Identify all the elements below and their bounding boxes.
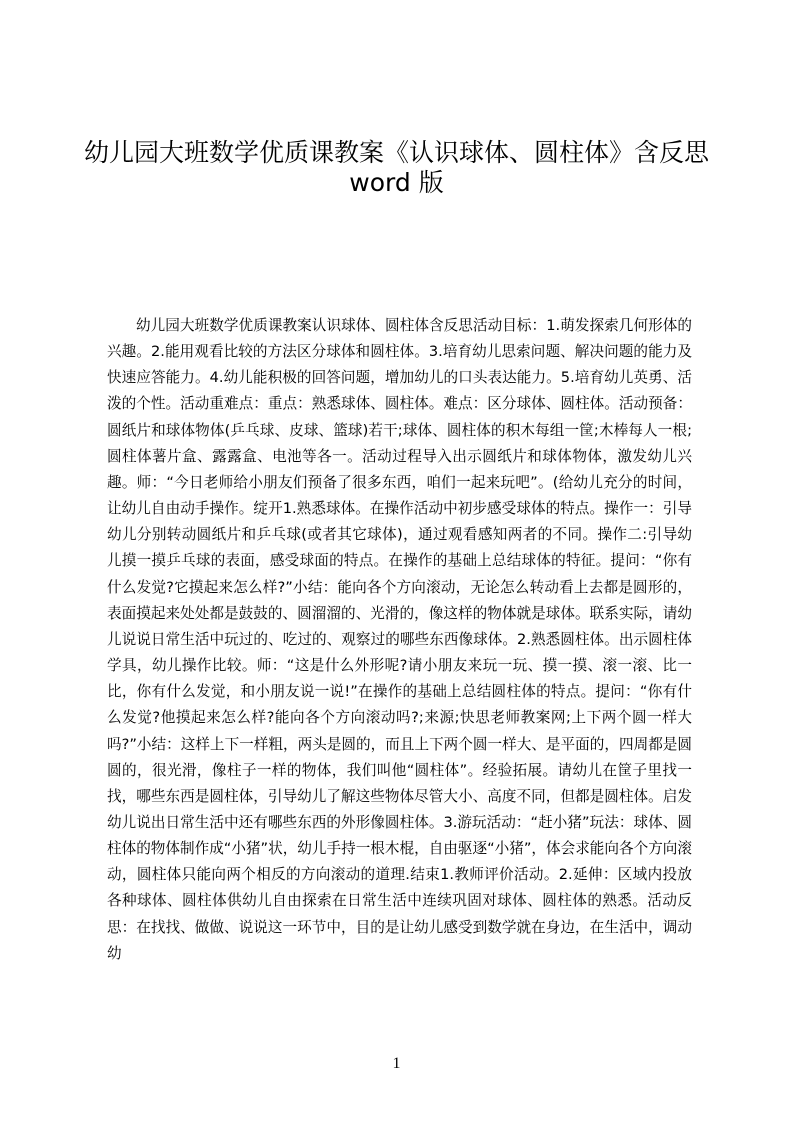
- title-line-2: word 版: [349, 168, 444, 197]
- document-title: [60, 138, 733, 198]
- title-line-1: 幼儿园大班数学优质课教案《认识球体、圆柱体》含反思: [83, 138, 709, 167]
- body-paragraph: 幼儿园大班数学优质课教案认识球体、圆柱体含反思活动目标：1.萌发探索几何形体的兴趣。2.能用观看比较的方法区分球体和圆柱体。3.培育幼儿思索问题、解决问题的能力及快速应答能力。4.幼儿能积极的回答问题，增加幼儿的口头表达能力。5.培育幼儿英勇、活泼的个性。活动重难点：重点：熟悉球体、圆柱体。难点：区分球体、圆柱体。活动预备：圆纸片和球体物体(乒乓球、皮球、篮球)若干;球体、圆柱体的积木每组一筐;木棒每人一根;圆柱体薯片盒、露露盒、电池等各一。活动过程导入出示圆纸片和球体物体，激发幼儿兴趣。师：“今日老师给小朋友们预备了很多东西，咱们一起来玩吧”。(给幼儿充分的时间，让幼儿自由动手操作。绽开1.熟悉球体。在操作活动中初步感受球体的特点。操作一：引导幼儿分别转动圆纸片和乒乓球(或者其它球体)，通过观看感知两者的不同。操作二:引导幼儿摸一摸乒乓球的表面，感受球面的特点。在操作的基础上总结球体的特征。提问：“你有什么发觉?它摸起来怎么样?”小结：能向各个方向滚动，无论怎么转动看上去都是圆形的，表面摸起来处处都是鼓鼓的、圆溜溜的、光滑的，像这样的物体就是球体。联系实际，请幼儿说说日常生活中玩过的、吃过的、观察过的哪些东西像球体。2.熟悉圆柱体。出示圆柱体学具，幼儿操作比较。师：“这是什么外形呢?请小朋友来玩一玩、摸一摸、滚一滚、比一比，你有什么发觉，和小朋友说一说!”在操作的基础上总结圆柱体的特点。提问：“你有什么发觉?他摸起来怎么样?能向各个方向滚动吗?;来源;快思老师教案网;上下两个圆一样大吗?”小结：这样上下一样粗，两头是圆的，而且上下两个圆一样大、是平面的，四周都是圆圆的，很光滑，像柱子一样的物体，我们叫他“圆柱体”。经验拓展。请幼儿在筐子里找一找，哪些东西是圆柱体，引导幼儿了解这些物体尽管大小、高度不同，但都是圆柱体。启发幼儿说出日常生活中还有哪些东西的外形像圆柱体。3.游玩活动：“赶小猪”玩法：球体、圆柱体的物体制作成“小猪”状，幼儿手持一根木棍，自由驱逐“小猪”，体会求能向各个方向滚动，圆柱体只能向两个相反的方向滚动的道理.结束1.教师评价活动。2.延伸：区域内投放各种球体、圆柱体供幼儿自由探索在日常生活中连续巩固对球体、圆柱体的熟悉。活动反思：在找找、做做、说说这一环节中，目的是让幼儿感受到数学就在身边，在生活中，调动幼: [107, 317, 692, 962]
- page-number: 1: [392, 1055, 401, 1072]
